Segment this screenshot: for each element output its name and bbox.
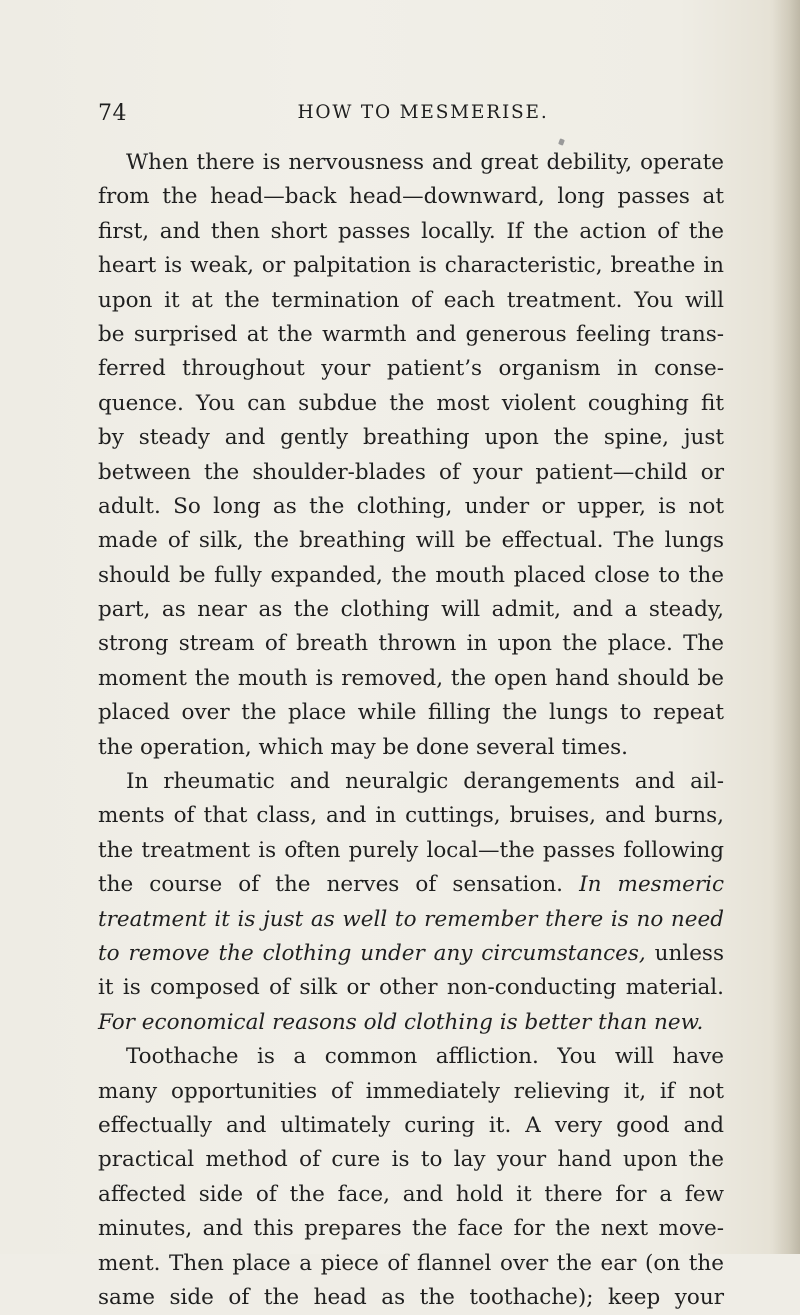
line-italic-text: treatment it is just as well to remember there is no need (98, 906, 724, 932)
line-italic-text: In mesmeric (579, 872, 725, 898)
text-line (98, 318, 724, 352)
text-line (98, 421, 724, 455)
line-text: it is composed of silk or other non-conducting material. (98, 975, 724, 1001)
text-line (98, 1247, 724, 1281)
page-number: 74 (98, 101, 127, 126)
text-line (98, 524, 724, 558)
text-line (98, 937, 724, 971)
body-text (98, 146, 724, 1315)
text-line (98, 1075, 724, 1109)
text-line (98, 593, 724, 627)
line-text: ments of that class, and in cuttings, bruises, and burns, (98, 803, 724, 829)
text-line (98, 284, 724, 318)
line-text: effectually and ultimately curing it. A very good and (98, 1112, 724, 1138)
text-line (98, 249, 724, 283)
text-line (98, 387, 724, 421)
text-line (98, 1040, 724, 1074)
text-line (98, 1178, 724, 1212)
line-italic-text: to remove the clothing under any circumstances, (98, 940, 646, 966)
line-text-after: unless (645, 940, 724, 966)
text-line (98, 662, 724, 696)
line-text: same side of the head as the toothache); keep your (98, 1284, 724, 1310)
text-line (98, 627, 724, 661)
text-line (98, 1143, 724, 1177)
line-text: ferred throughout your patient’s organism in conse- (98, 356, 724, 382)
running-title: HOW TO MESMERISE. (297, 102, 549, 123)
text-line (98, 903, 724, 937)
line-text: moment the mouth is removed, the open hand should be (98, 665, 724, 691)
text-line (98, 971, 724, 1005)
line-text: affected side of the face, and hold it there for a few (98, 1181, 724, 1207)
line-italic-text: For economical reasons old clothing is better than new. (98, 1009, 704, 1035)
line-text: placed over the place while filling the lungs to repeat (98, 700, 724, 726)
line-text: the course of the nerves of sensation. (98, 872, 580, 898)
line-text: When there is nervousness and great debility, operate (126, 150, 724, 175)
text-line (98, 559, 724, 593)
text-line (98, 1006, 724, 1040)
line-text: quence. You can subdue the most violent coughing fit (98, 390, 724, 416)
text-line (98, 215, 724, 249)
line-text: part, as near as the clothing will admit, and a steady, (98, 597, 724, 623)
text-line (98, 696, 724, 730)
text-line (98, 1212, 724, 1246)
line-text: by steady and gently breathing upon the spine, just (98, 425, 724, 451)
line-text: strong stream of breath thrown in upon the place. The (98, 631, 724, 657)
line-text: the operation, which may be done several times. (98, 734, 628, 760)
text-line (98, 180, 724, 214)
line-text: ment. Then place a piece of flannel over the ear (on the (98, 1250, 724, 1276)
line-text: adult. So long as the clothing, under or upper, is not (98, 493, 724, 519)
text-line (98, 1109, 724, 1143)
running-header (98, 101, 728, 135)
line-text: the treatment is often purely local—the passes following (98, 837, 724, 863)
text-line (98, 146, 724, 180)
text-line (98, 765, 724, 799)
ink-fleck (558, 138, 565, 145)
page-edge-shadow (772, 0, 800, 1254)
line-text: practical method of cure is to lay your hand upon the (98, 1147, 724, 1173)
text-line (98, 799, 724, 833)
text-line (98, 456, 724, 490)
text-line (98, 490, 724, 524)
text-line (98, 731, 724, 765)
line-text: from the head—back head—downward, long passes at (98, 184, 724, 210)
text-line (98, 868, 724, 902)
line-text: upon it at the termination of each treatment. You will (98, 287, 724, 313)
line-text: first, and then short passes locally. If the action of the (98, 218, 724, 244)
line-text: minutes, and this prepares the face for the next move- (98, 1216, 724, 1242)
line-text: should be fully expanded, the mouth placed close to the (98, 562, 724, 588)
text-line (98, 352, 724, 386)
line-text: be surprised at the warmth and generous feeling trans- (98, 321, 724, 347)
line-text: Toothache is a common affliction. You will have (126, 1044, 724, 1070)
line-text: between the shoulder-blades of your patient—child or (98, 459, 724, 485)
line-text: many opportunities of immediately relieving it, if not (98, 1078, 724, 1104)
line-text: In rheumatic and neuralgic derangements and ail- (126, 769, 724, 795)
text-line (98, 834, 724, 868)
line-text: heart is weak, or palpitation is characteristic, breathe in (98, 253, 724, 279)
line-text: made of silk, the breathing will be effectual. The lungs (98, 528, 724, 554)
text-line (98, 1281, 724, 1315)
